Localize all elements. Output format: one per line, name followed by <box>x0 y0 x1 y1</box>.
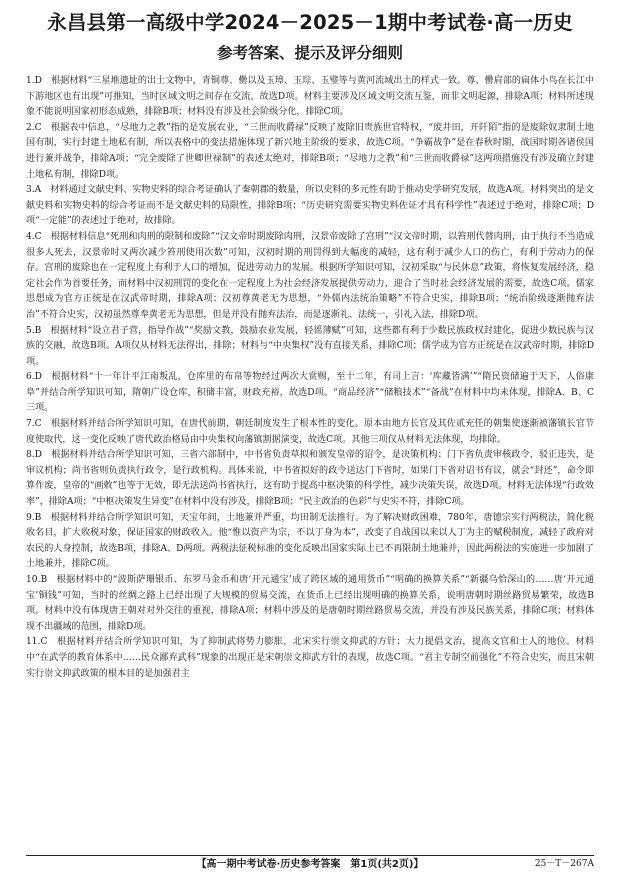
answer-item: 5.B 根据材料“设立君子营，指导作战”“奖励文教，鼓励农业发展，轻徭薄赋”可知，这些都有利于少数民族政权封建化，促进少数民族与汉族的交融，故选B项。A项仅从材料无法得出，排除；材料与“中央集权”没有直接关系，排除C项；儒学成为官方正统是在汉武帝时期，排除D项。 <box>26 325 594 367</box>
page-subtitle: 参考答案、提示及评分细则 <box>216 44 403 62</box>
page-footer <box>26 855 594 873</box>
answer-item: 1.D 根据材料“三星堆遗址的出土文物中，青铜尊、罍以及玉璋、玉琮、玉璧等与黄河流域出土的样式一致。尊、罍肩部的扁体小鸟在长江中下游地区也有出现”可推知，当时区域文明之间存在交流，故选D项。材料主要涉及区域文明交流互鉴，而非文明起源，排除A项；材料所述现象不能说明国家初形态成熟，排除B项；材料没有涉及社会阶级分化，排除C项。 <box>26 76 594 118</box>
answer-item: 3.A 材料通过文献史料、实物史料的综合考证确认了秦朝郡的数量，所以史料的多元性有助于推动史学研究发展，故选A项。材料突出的是文献史料和实物史料的综合考证而不是文献史料的局限性，排除B项；“历史研究需要实物史料佐证才具有科学性”表述过于绝对，排除C项；D项“一定能”的表述过于绝对，故排除。 <box>26 185 594 227</box>
page-title: 永昌县第一高级中学2024－2025－1期中考试卷·高一历史 <box>47 11 573 34</box>
answer-item: 4.C 根据材料信息“死刑和肉刑的限制和废除”“汉文帝时期废除肉刑，汉景帝废除了宫刑”“汉文帝时期，以笞刑代替肉刑，由于执行不当造成很多人死去，汉景帝时又两次减少笞刑使用次数”可知，汉初时期的刑罚得到大幅度的减轻，这有利于减少人口的伤亡，有利于劳动力的保存。宫刑的废除也在一定程度上有利于人口的增加，促进劳动力的发展。根据所学知识可知，汉初采取“与民休息”政策，将恢复发展经济，稳定社会作为首要任务，而材料中汉初刑罚的变化在一定程度上为社会经济发展提供劳动力，迎合了当时社会经济发展的需要，故选C项。儒家思想成为官方正统是在汉武帝时期，排除A项；汉初尊黄老无为思想，“外儒内法统治策略”不符合史实，排除B项；“统治阶级逐渐抛弃法治”不符合史实，汉初虽然尊奉黄老无为思想，但是并没有抛弃法治，而是逐渐礼、法统一，引礼入法，排除D项。 <box>26 231 594 320</box>
answer-item: 11.C 根据材料并结合所学知识可知，为了抑制武将势力膨胀，北宋实行崇文抑武的方针；大力提倡文治，提高文官和士人的地位。材料中“在武学的教育体系中……民众鄙弃武科”现象的出现正是宋朝崇文抑武方针的表现，故选C项。“君主专制空前强化”不符合史实，而且宋朝实行崇文抑武政策的根本目的是加强君主 <box>26 637 594 679</box>
answer-list <box>26 74 594 682</box>
footer-exam-code: 25－T－267A <box>534 859 594 869</box>
answer-item: 8.D 根据材料并结合所学知识可知，三省六部制中，中书省负责草拟和颁发皇帝的诏令，是决策机构；门下省负责审核政令，驳正违失，是审议机构；尚书省则负责执行政令，是行政机构。具体来说，中书省拟好的政令送达门下省时，如果门下省对诏书有议，就会“封还”，命令即算作废，皇帝的“画敕”也等于无效，即无法送尚书省执行，这有助于提高中枢决策的科学性，减少决策失误，故选D项。材料无法体现“行政效率”，排除A项；“中枢决策发生异变”在材料中没有涉及，排除B项；“民主政治的色彩”与史实不符，排除C项。 <box>26 450 594 508</box>
answer-item: 9.B 根据材料并结合所学知识可知，天宝年间，土地兼并严重，均田制无法推行。为了解决财政困难，780年，唐德宗实行两税法，简化税收名目，扩大收税对象，保证国家的财政收入。他“惟以资产为宗，不以丁身为本”，改变了自战国以来以人丁为主的赋税制度，减轻了政府对农民的人身控制，故选B项，排除A、D两项。两税法征税标准的变化反映出国家实际上已不再限制土地兼并，因此两税法的实施进一步加剧了土地兼并，排除C项。 <box>26 512 594 570</box>
answer-item: 2.C 根据表中信息，“尽地力之教”指的是发展农业，“三世而收爵禄”反映了废除旧贵族世官特权，“废井田，开阡陌”指的是废除奴隶制土地国有制，实行封建土地私有制，所以表格中的变法措施体现了新兴地主阶级的要求，故选C项。“争霸战争”是在春秋时期，战国时期各诸侯国进行兼并战争，排除A项；“完全废除了世卿世禄制”的表述太绝对，排除B项；“尽地力之教”和“三世而收爵禄”这两项措施没有涉及确立封建土地私有制，排除D项。 <box>26 122 594 180</box>
answer-item: 7.C 根据材料并结合所学知识可知，在唐代前期，朝廷制度发生了根本性的变化。原本由地方长官及其佐贰充任的朝集使逐渐被藩镇长官节度使取代，这一变化反映了唐代政治格局由中央集权向藩镇割据演变，故选C项。其他三项仅从材料无法体现，均排除。 <box>26 419 594 445</box>
footer-page-info: 【高一期中考试卷·历史参考答案 第1页(共2页)】 <box>196 859 424 870</box>
answer-item: 10.B 根据材料中的“波斯萨珊银币、东罗马金币和唐‘开元通宝’成了跨区域的通用货币”“明确的换算关系”“新疆乌恰深山的……唐‘开元通宝’铜钱”可知，当时的丝绸之路上已经出现了大规模的贸易交流，在货币上已经出现明确的换算关系，说明唐朝时期丝路贸易繁荣，故选B项。材料中没有体现唐王朝对对外交往的重视，排除A项；材料中涉及的是唐朝时期丝路贸易交流，并没有涉及民族关系，排除C项；材料体现不出疆域的范围，排除D项。 <box>26 575 594 632</box>
answer-item: 6.D 根据材料“十一年计平江南叛乱，仓库里的布帛等物经过两次大赏赐，至十二年，有司上言：‘库藏皆满’”“隋民资储遍于天下，人俗康阜”并结合所学知识可知，隋朝广设仓库，积储丰富，财政充裕，故选D项。“商品经济”“储粮技术”“备战”在材料中均未体现，排除A、B、C三项。 <box>26 372 594 414</box>
